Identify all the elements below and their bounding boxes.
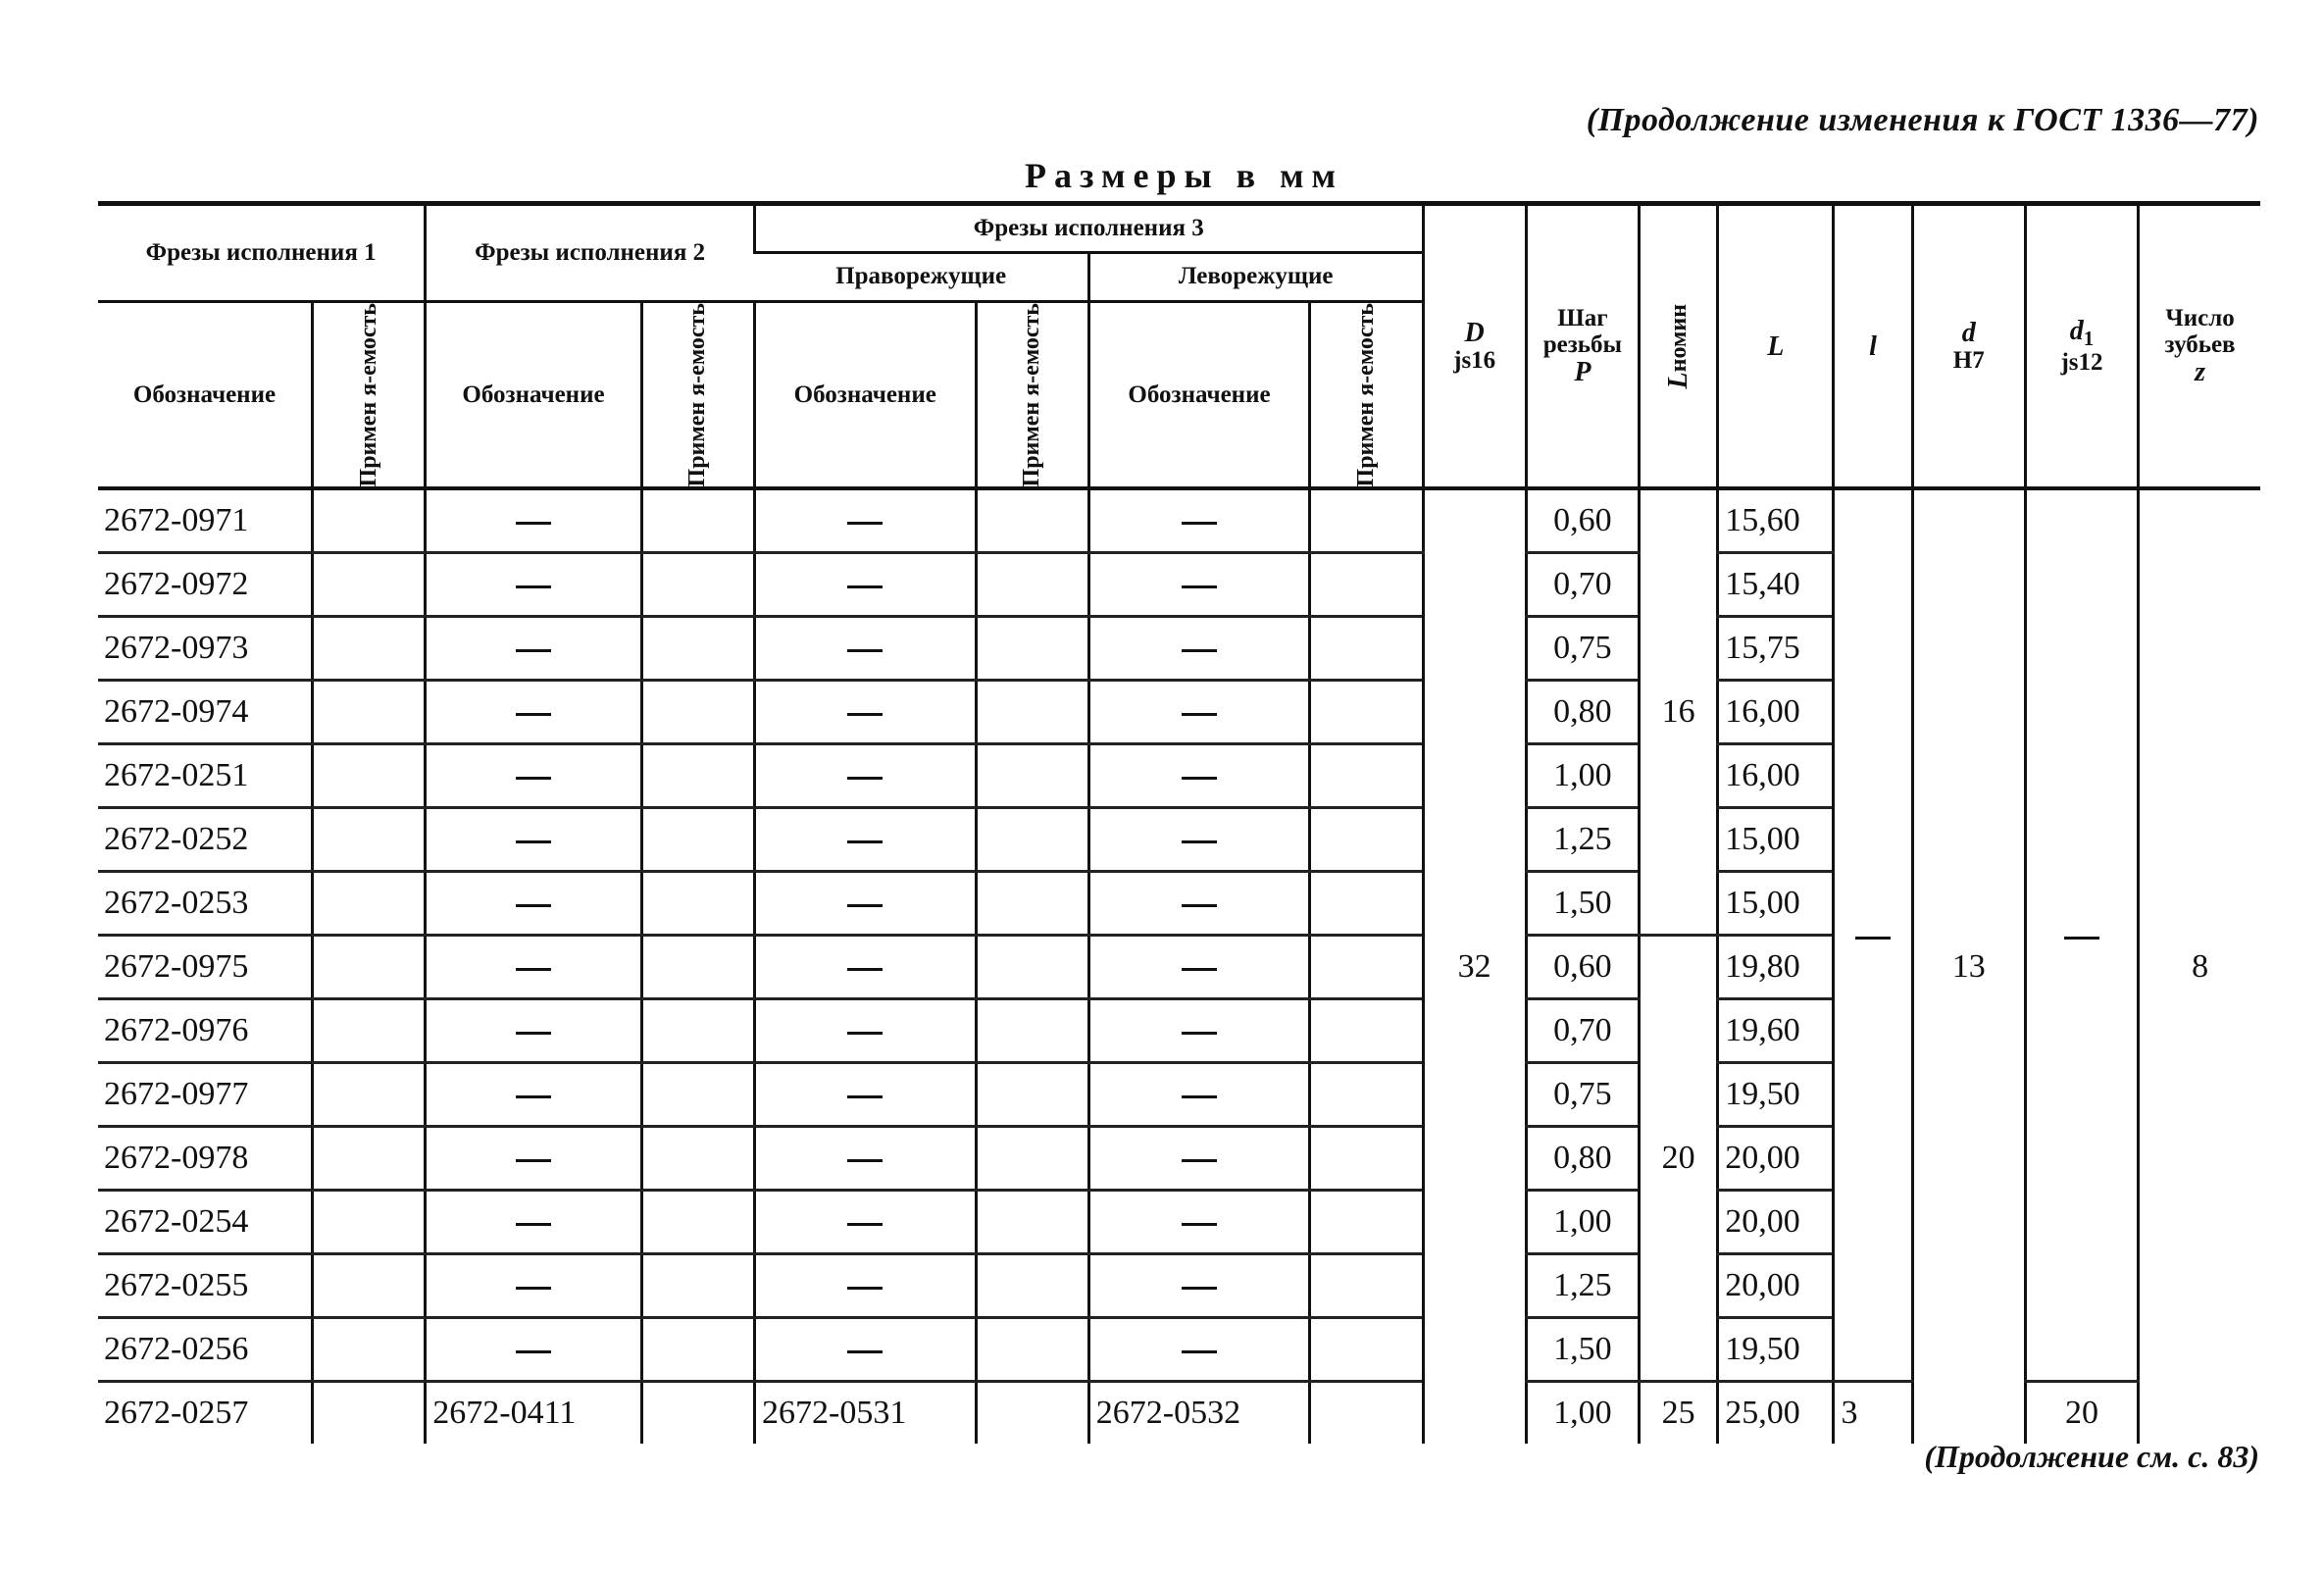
l-value	[1834, 488, 1912, 1382]
designation-2	[426, 1191, 641, 1254]
dash-mark	[2064, 937, 2099, 940]
l-header: l	[1834, 204, 1912, 489]
applicability-3-left	[1310, 617, 1423, 681]
designation-1: 2672-0256	[98, 1318, 312, 1382]
designation-2	[426, 553, 641, 617]
L-value: 20,00	[1718, 1127, 1834, 1191]
designation-2	[426, 1063, 641, 1127]
pitch-value: 1,25	[1526, 1254, 1639, 1318]
L-value: 16,00	[1718, 744, 1834, 808]
designation-3-left	[1088, 999, 1310, 1063]
dash-mark	[1182, 904, 1217, 907]
applicability-3-left	[1310, 744, 1423, 808]
dash-mark	[516, 649, 551, 652]
L-nom-value: 16	[1640, 488, 1718, 936]
d-value: 13	[1912, 488, 2025, 1444]
designation-3-left	[1088, 681, 1310, 744]
dash-mark	[516, 585, 551, 588]
designation-3-right	[755, 744, 977, 808]
pitch-value: 0,80	[1526, 1127, 1639, 1191]
designation-2	[426, 744, 641, 808]
applicability-3-left	[1310, 1318, 1423, 1382]
applicability-3-right	[976, 936, 1088, 999]
applicability-header-2: Примен я-емость	[641, 302, 754, 489]
designation-1: 2672-0975	[98, 936, 312, 999]
designation-3-right	[755, 1254, 977, 1318]
applicability-2	[641, 936, 754, 999]
designation-1: 2672-0253	[98, 872, 312, 936]
designation-3-right	[755, 1318, 977, 1382]
applicability-3-left	[1310, 808, 1423, 872]
applicability-3-left	[1310, 1254, 1423, 1318]
L-value: 15,60	[1718, 488, 1834, 553]
dash-mark	[516, 713, 551, 716]
dash-mark	[1182, 713, 1217, 716]
dash-mark	[847, 649, 883, 652]
applicability-3-right	[976, 999, 1088, 1063]
pitch-header: Шаг резьбы P	[1526, 204, 1639, 489]
designation-1: 2672-0976	[98, 999, 312, 1063]
designation-1: 2672-0974	[98, 681, 312, 744]
designation-3-right	[755, 553, 977, 617]
designation-3-left	[1088, 488, 1310, 553]
dash-mark	[516, 777, 551, 780]
applicability-3-right	[976, 808, 1088, 872]
applicability-3-right	[976, 744, 1088, 808]
designation-3-right	[755, 808, 977, 872]
pitch-value: 1,00	[1526, 1191, 1639, 1254]
group3-header: Фрезы исполнения 3	[755, 204, 1424, 253]
dash-mark	[516, 1095, 551, 1098]
table-header	[98, 204, 2260, 489]
dash-mark	[847, 1223, 883, 1226]
applicability-2	[641, 808, 754, 872]
designation-1: 2672-0257	[104, 1395, 249, 1432]
designation-1: 2672-0971	[98, 488, 312, 553]
designation-3-left	[1088, 1127, 1310, 1191]
dash-mark	[847, 777, 883, 780]
dash-mark	[1182, 777, 1217, 780]
designation-3-left	[1088, 808, 1310, 872]
pitch-value: 1,00	[1526, 1382, 1639, 1445]
designation-3-right	[755, 1127, 977, 1191]
dash-mark	[847, 840, 883, 843]
pitch-value: 0,70	[1526, 553, 1639, 617]
applicability-3-left	[1310, 999, 1423, 1063]
designation-2	[426, 936, 641, 999]
applicability-3-right	[976, 553, 1088, 617]
designation-header-2: Обозначение	[426, 302, 641, 489]
applicability-3-right	[976, 1318, 1088, 1382]
dash-mark	[847, 1095, 883, 1098]
dash-mark	[847, 713, 883, 716]
applicability-1	[312, 808, 425, 872]
dash-mark	[516, 840, 551, 843]
table-row	[98, 488, 2260, 553]
applicability-3-right	[976, 872, 1088, 936]
dash-mark	[1182, 1095, 1217, 1098]
applicability-2	[641, 617, 754, 681]
designation-3-left	[1088, 936, 1310, 999]
applicability-3-right	[976, 1191, 1088, 1254]
L-value: 19,50	[1718, 1063, 1834, 1127]
L-value: 15,75	[1718, 617, 1834, 681]
dash-mark	[1182, 1223, 1217, 1226]
d-header: d H7	[1912, 204, 2025, 489]
pitch-value: 1,00	[1526, 744, 1639, 808]
designation-2: 2672-0411	[426, 1382, 641, 1445]
designation-3-right	[755, 872, 977, 936]
designation-header-3r: Обозначение	[755, 302, 977, 489]
designation-1: 2672-0978	[98, 1127, 312, 1191]
dash-mark	[516, 1350, 551, 1353]
applicability-header-1: Примен я-емость	[312, 302, 425, 489]
applicability-3-left	[1310, 1191, 1423, 1254]
dash-mark	[1182, 1032, 1217, 1035]
applicability-2	[641, 1382, 754, 1445]
designation-1: 2672-0255	[98, 1254, 312, 1318]
teeth-header: Число зубьев z	[2139, 204, 2260, 489]
right-cut-header: Праворежущие	[755, 253, 1089, 302]
dimensions-table-wrapper	[98, 201, 2260, 1444]
applicability-1	[312, 617, 425, 681]
L-value: 20,00	[1718, 1191, 1834, 1254]
dash-mark	[516, 522, 551, 525]
designation-3-right	[755, 617, 977, 681]
pitch-value: 1,50	[1526, 1318, 1639, 1382]
applicability-3-left	[1310, 1063, 1423, 1127]
d1-value	[2025, 488, 2138, 1382]
designation-2	[426, 488, 641, 553]
dash-mark	[847, 522, 883, 525]
applicability-3-left	[1310, 488, 1423, 553]
designation-2	[426, 681, 641, 744]
applicability-3-left	[1310, 936, 1423, 999]
d1-header: $d_1$ js12	[2025, 204, 2138, 489]
designation-2	[426, 617, 641, 681]
designation-3-left	[1088, 872, 1310, 936]
applicability-3-left	[1310, 1382, 1423, 1445]
designation-2	[426, 1318, 641, 1382]
L-value: 20,00	[1718, 1254, 1834, 1318]
applicability-header-3r: Примен я-емость	[976, 302, 1088, 489]
L-nom-value: 20	[1640, 936, 1718, 1382]
group2-header: Фрезы исполнения 2	[426, 204, 755, 302]
applicability-2	[641, 681, 754, 744]
L-value: 15,00	[1718, 872, 1834, 936]
dash-mark	[847, 968, 883, 971]
designation-2	[426, 999, 641, 1063]
applicability-2	[641, 1318, 754, 1382]
designation-3-right	[755, 488, 977, 553]
designation-3-right	[755, 936, 977, 999]
dash-mark	[1182, 1350, 1217, 1353]
dash-mark	[516, 1159, 551, 1162]
l-value: 3	[1834, 1382, 1912, 1445]
applicability-3-right	[976, 1127, 1088, 1191]
designation-2	[426, 808, 641, 872]
applicability-1	[312, 681, 425, 744]
designation-1: 2672-0973	[98, 617, 312, 681]
designation-3-right	[755, 1191, 977, 1254]
applicability-3-left	[1310, 553, 1423, 617]
designation-2	[426, 1127, 641, 1191]
designation-3-left	[1088, 1318, 1310, 1382]
dash-mark	[847, 585, 883, 588]
pitch-value: 0,80	[1526, 681, 1639, 744]
designation-1: 2672-0251	[98, 744, 312, 808]
D-header: D js16	[1423, 204, 1526, 489]
dash-mark	[1855, 937, 1891, 940]
applicability-3-left	[1310, 872, 1423, 936]
designation-3-left	[1088, 1063, 1310, 1127]
dash-mark	[847, 1287, 883, 1290]
left-cut-header: Леворежущие	[1088, 253, 1423, 302]
applicability-1	[312, 1063, 425, 1127]
applicability-3-right	[976, 681, 1088, 744]
pitch-value: 0,70	[1526, 999, 1639, 1063]
L-nom-value: 25	[1640, 1382, 1718, 1445]
applicability-1	[312, 1254, 425, 1318]
designation-3-right	[755, 1063, 977, 1127]
designation-header-1: Обозначение	[98, 302, 312, 489]
applicability-3-left	[1310, 1127, 1423, 1191]
designation-1: 2672-0977	[98, 1063, 312, 1127]
L-value: 15,00	[1718, 808, 1834, 872]
table-body	[98, 488, 2260, 1444]
applicability-2	[641, 1127, 754, 1191]
applicability-3-right	[976, 1382, 1088, 1445]
pitch-value: 1,25	[1526, 808, 1639, 872]
applicability-3-right	[976, 1063, 1088, 1127]
designation-3-left	[1088, 1254, 1310, 1318]
dash-mark	[847, 1032, 883, 1035]
dash-mark	[516, 968, 551, 971]
dash-mark	[847, 1159, 883, 1162]
applicability-2	[641, 744, 754, 808]
pitch-value: 0,60	[1526, 488, 1639, 553]
dash-mark	[1182, 585, 1217, 588]
dash-mark	[1182, 1159, 1217, 1162]
designation-1: 2672-0252	[98, 808, 312, 872]
units-title: Размеры в мм	[1025, 156, 1344, 195]
L-header: L	[1718, 204, 1834, 489]
applicability-1	[312, 553, 425, 617]
L-value: 19,60	[1718, 999, 1834, 1063]
L-value: 19,50	[1718, 1318, 1834, 1382]
pitch-value: 1,50	[1526, 872, 1639, 936]
applicability-1	[312, 936, 425, 999]
applicability-1	[312, 999, 425, 1063]
dash-mark	[1182, 968, 1217, 971]
dash-mark	[1182, 840, 1217, 843]
continuation-header: (Продолжение изменения к ГОСТ 1336—77)	[1586, 102, 2259, 138]
applicability-2	[641, 553, 754, 617]
dash-mark	[1182, 649, 1217, 652]
designation-2	[426, 1254, 641, 1318]
applicability-1	[312, 744, 425, 808]
D-value: 32	[1423, 488, 1526, 1444]
dash-mark	[1182, 522, 1217, 525]
applicability-3-right	[976, 617, 1088, 681]
applicability-3-right	[976, 488, 1088, 553]
applicability-1	[312, 1318, 425, 1382]
designation-header-3l: Обозначение	[1088, 302, 1310, 489]
applicability-2	[641, 488, 754, 553]
applicability-2	[641, 1063, 754, 1127]
applicability-2	[641, 872, 754, 936]
designation-3-right: 2672-0531	[755, 1382, 977, 1445]
applicability-3-right	[976, 1254, 1088, 1318]
applicability-header-3l: Примен я-емость	[1310, 302, 1423, 489]
designation-3-left	[1088, 744, 1310, 808]
designation-3-left	[1088, 553, 1310, 617]
L-value: 16,00	[1718, 681, 1834, 744]
applicability-2	[641, 1254, 754, 1318]
L-value: 15,40	[1718, 553, 1834, 617]
dash-mark	[516, 1287, 551, 1290]
designation-2	[426, 872, 641, 936]
L-value: 19,80	[1718, 936, 1834, 999]
dash-mark	[516, 904, 551, 907]
designation-1: 2672-0972	[98, 553, 312, 617]
designation-3-left: 2672-0532	[1088, 1382, 1310, 1445]
pitch-value: 0,60	[1526, 936, 1639, 999]
pitch-value: 0,75	[1526, 1063, 1639, 1127]
group1-header: Фрезы исполнения 1	[145, 238, 377, 266]
applicability-1	[312, 872, 425, 936]
applicability-2	[641, 1191, 754, 1254]
dash-mark	[847, 1350, 883, 1353]
L-nom-header: Lномин	[1640, 204, 1718, 489]
dimensions-table	[98, 201, 2260, 1444]
applicability-1	[312, 1127, 425, 1191]
dash-mark	[847, 904, 883, 907]
designation-3-right	[755, 681, 977, 744]
applicability-1	[312, 1382, 425, 1445]
applicability-3-left	[1310, 681, 1423, 744]
pitch-value: 0,75	[1526, 617, 1639, 681]
teeth-value: 8	[2139, 488, 2260, 1444]
designation-1: 2672-0254	[98, 1191, 312, 1254]
designation-3-left	[1088, 1191, 1310, 1254]
designation-3-right	[755, 999, 977, 1063]
applicability-1	[312, 1191, 425, 1254]
applicability-2	[641, 999, 754, 1063]
applicability-1	[312, 488, 425, 553]
d1-value: 20	[2025, 1382, 2138, 1445]
dash-mark	[516, 1032, 551, 1035]
designation-3-left	[1088, 617, 1310, 681]
continuation-footer: (Продолжение см. с. 83)	[1924, 1439, 2259, 1474]
L-value: 25,00	[1718, 1382, 1834, 1445]
dash-mark	[1182, 1287, 1217, 1290]
dash-mark	[516, 1223, 551, 1226]
